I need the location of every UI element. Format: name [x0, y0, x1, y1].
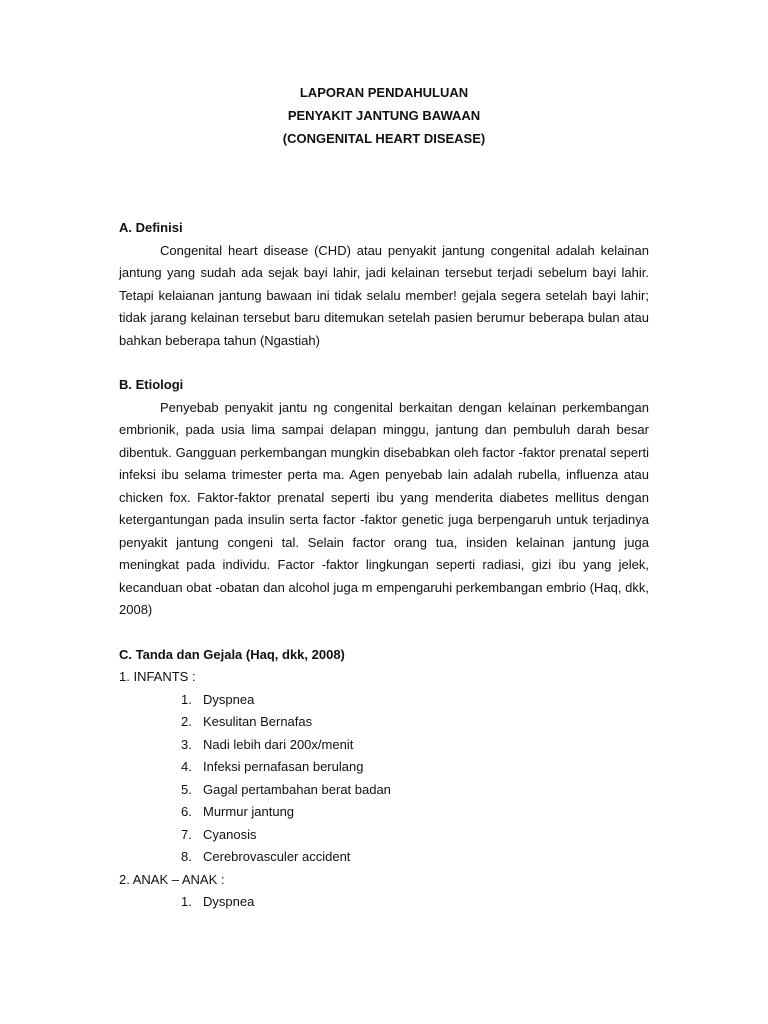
list-item: [181, 711, 649, 734]
list-item-text: Gagal pertambahan berat badan: [203, 781, 391, 797]
list-item-text: Murmur jantung: [203, 804, 295, 819]
list-item-text: Cerebrovasculer accident: [203, 849, 351, 864]
title-line-2: PENYAKIT JANTUNG BAWAAN: [287, 108, 481, 123]
list-item-number: 1.: [181, 691, 192, 707]
list-anak: [119, 891, 649, 914]
list-item-number: 5.: [181, 781, 192, 797]
section-heading-etiologi: B. Etiologi: [119, 377, 184, 392]
list-item-number: 3.: [181, 736, 192, 752]
list-item-text: Kesulitan Bernafas: [203, 714, 313, 729]
list-item-text: Infeksi pernafasan berulang: [203, 759, 364, 774]
paragraph-definisi: Congenital heart disease (CHD) atau penyakit jantung congenital adalah kelainan jantung yang sudah ada sejak bayi lahir, jadi kelainan tersebut terjadi sebelum bayi lahir. Tetapi kelaianan jantung bawaan ini tidak selalu member! gejala segera setelah bayi lahir; tidak jarang kelainan tersebut baru ditemukan setelah pasien berumur beberapa bulan atau bahkan beberapa tahun (Ngastiah): [119, 242, 649, 348]
document-title: [0, 81, 768, 150]
list-label-infants: 1. INFANTS :: [119, 669, 196, 684]
list-item: [181, 756, 649, 779]
list-item: [181, 891, 649, 914]
list-item-number: 8.: [181, 849, 192, 864]
list-item-text: Dyspnea: [203, 894, 255, 909]
list-item-text: Nadi lebih dari 200x/menit: [203, 736, 354, 752]
section-heading-definisi: A. Definisi: [119, 220, 183, 235]
list-item: [181, 734, 649, 757]
list-item-text: Cyanosis: [203, 826, 257, 842]
list-item-number: 2.: [181, 714, 192, 729]
list-item: [181, 689, 649, 712]
list-item-number: 1.: [181, 894, 192, 909]
list-item-number: 7.: [181, 826, 192, 842]
list-infants: [119, 689, 649, 869]
paragraph-etiologi: Penyebab penyakit jantu ng congenital berkaitan dengan kelainan perkembangan embrionik, pada usia lima sampai delapan minggu, jantung dan pembuluh darah besar dibentuk. Gangguan perkembangan mungkin disebabkan oleh factor -faktor prenatal seperti infeksi ibu selama trimester perta ma. Agen penyebab lain adalah rubella, influenza atau chicken fox. Faktor-faktor prenatal seperti ibu yang menderita diabetes mellitus dengan ketergantungan pada insulin serta factor -faktor genetic juga berpengaruh untuk terjadinya penyakit jantung congeni tal. Selain factor orang tua, insiden kelainan jantung juga meningkat pada individu. Factor -faktor lingkungan seperti radiasi, gizi ibu yang jelek, kecanduan obat -obatan dan alcohol juga m empengaruhi perkembangan embrio (Haq, dkk, 2008): [119, 399, 649, 617]
list-item: [181, 824, 649, 847]
list-item-number: 4.: [181, 759, 192, 774]
list-item: [181, 801, 649, 824]
document-body: [119, 217, 649, 914]
list-item: [181, 846, 649, 869]
title-line-1: LAPORAN PENDAHULUAN: [299, 85, 469, 100]
section-heading-tanda: C. Tanda dan Gejala (Haq, dkk, 2008): [119, 646, 345, 662]
list-item-text: Dyspnea: [203, 691, 255, 707]
list-item-number: 6.: [181, 804, 192, 819]
title-line-3: (CONGENITAL HEART DISEASE): [282, 131, 486, 146]
list-item: [181, 779, 649, 802]
list-label-anak: 2. ANAK – ANAK :: [119, 871, 225, 887]
